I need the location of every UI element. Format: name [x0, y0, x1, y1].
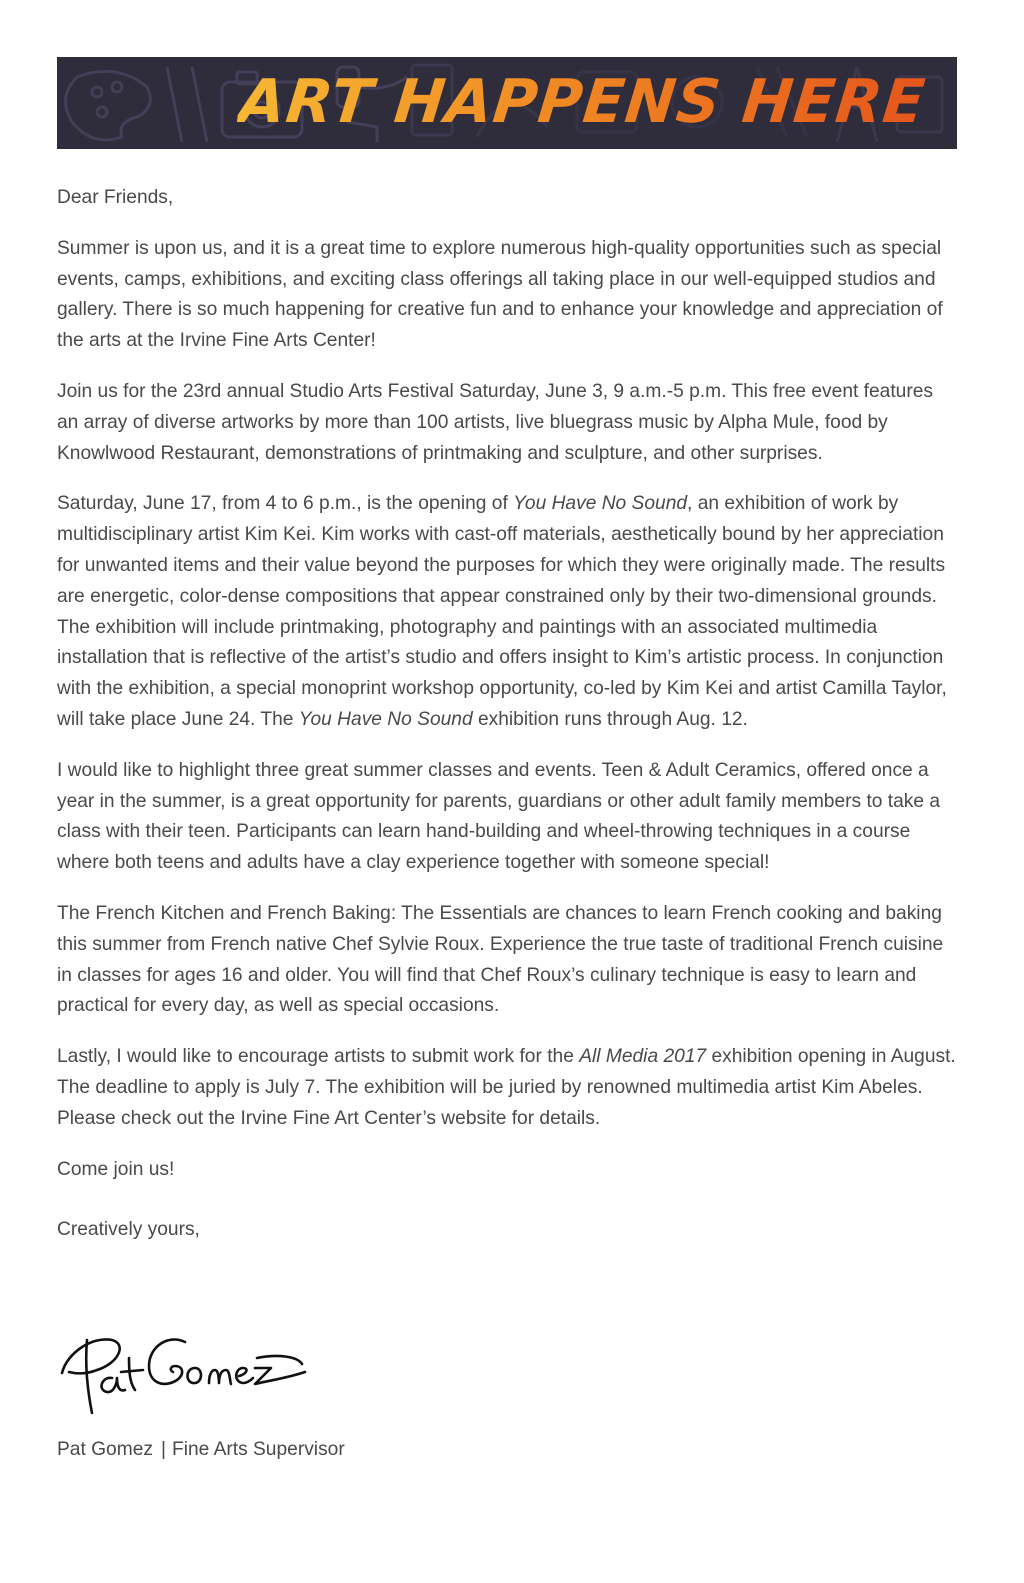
banner-title: ART HAPPENS HERE	[235, 67, 929, 137]
letter-closing: Creatively yours,	[57, 1219, 200, 1241]
header-banner	[57, 57, 957, 149]
paragraph-french-kitchen: The French Kitchen and French Baking: The Essentials are chances to learn French cooking and baking this summer from French native Chef Sylvie Roux. Experience the true taste of traditional French cuisine in classes for ages 16 and older. You will find that Chef Roux’s culinary technique is easy to learn and practical for every day, as well as special occasions.	[57, 902, 944, 1017]
paragraph-all-media	[57, 1042, 959, 1134]
paragraph-exhibition	[57, 489, 959, 735]
exhibition-text-3: exhibition runs through Aug. 12.	[472, 708, 748, 730]
paragraph-intro: Summer is upon us, and it is a great time to explore numerous high-quality opportunities such as special events, camps, exhibitions, and exciting class offerings all taking place in our well-equipped studios and gallery. There is so much happening for creative fun and to enhance your knowledge and appreciation of the arts at the Irvine Fine Arts Center!	[57, 237, 943, 352]
handwritten-signature	[57, 1328, 317, 1418]
signature-block	[57, 1435, 345, 1465]
signature-name: Pat Gomez	[57, 1439, 153, 1460]
letter-join: Come join us!	[57, 1158, 175, 1180]
signature-title: Fine Arts Supervisor	[171, 1439, 345, 1460]
paragraph-festival: Join us for the 23rd annual Studio Arts Festival Saturday, June 3, 9 a.m.-5 p.m. This free event features an array of diverse artworks by more than 100 artists, live bluegrass music by Alpha Mule, food by Knowlwood Restaurant, demonstrations of printmaking and sculpture, and other surprises.	[57, 380, 933, 464]
exhibition-title: You Have No Sound	[513, 493, 688, 515]
letter-body	[57, 183, 959, 1246]
palette-icon	[66, 71, 151, 139]
letter-greeting: Dear Friends,	[57, 187, 174, 208]
exhibition-title-repeat: You Have No Sound	[298, 708, 473, 730]
all-media-text-2: exhibition opening in August. The deadline to apply is July 7. The exhibition will be juried by renowned multimedia artist Kim Abeles. Please check out the Irvine Fine Art Center’s website for details.	[57, 1046, 956, 1129]
all-media-title: All Media 2017	[579, 1046, 707, 1068]
exhibition-text-2: , an exhibition of work by multidisciplinary artist Kim Kei. Kim works with cast-off materials, aesthetically bound by her appreciation for unwanted items and their value beyond the purposes for which they were originally made. The results are energetic, color-dense compositions that appear constrained only by their two-dimensional grounds. The exhibition will include printmaking, photography and paintings with an associated multimedia installation that is reflective of the artist’s studio and offers insight to Kim’s artistic process. In conjunction with the exhibition, a special monoprint workshop opportunity, co-led by Kim Kei and artist Camilla Taylor, will take place June 24. The	[57, 493, 947, 730]
paragraph-classes: I would like to highlight three great summer classes and events. Teen & Adult Ceramics, offered once a year in the summer, is a great opportunity for parents, guardians or other adult family members to take a class with their teen. Participants can learn hand-building and wheel-throwing techniques in a course where both teens and adults have a clay experience together with someone special!	[57, 759, 941, 874]
all-media-text-1: Lastly, I would like to encourage artists to submit work for the	[57, 1046, 580, 1068]
exhibition-text-1: Saturday, June 17, from 4 to 6 p.m., is the opening of	[57, 493, 514, 515]
signature-separator: |	[160, 1439, 166, 1460]
